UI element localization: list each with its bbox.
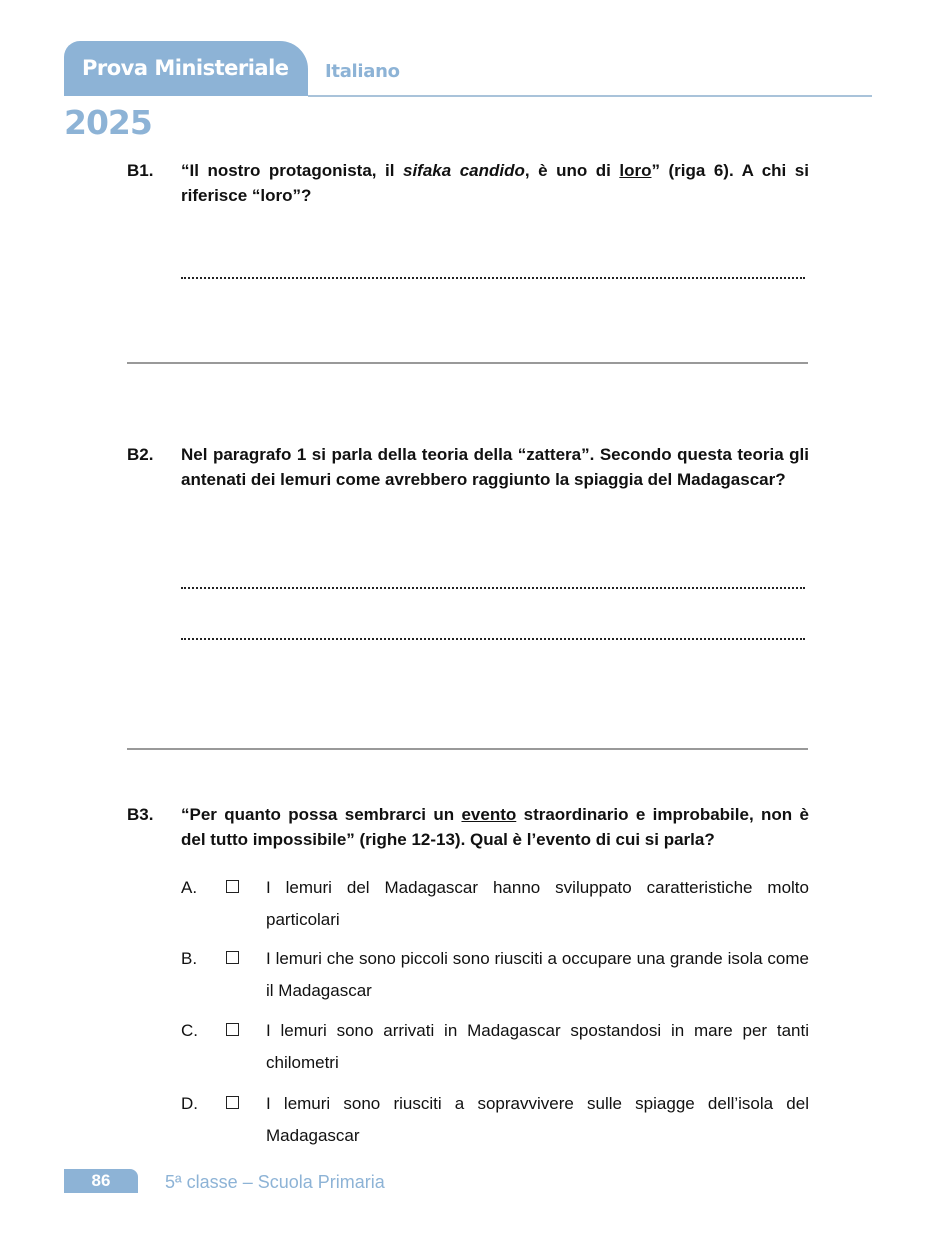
option-letter: C. [181,1021,198,1040]
option-text: I lemuri sono riusciti a sopravvivere sulle spiagge dell’isola del Madagascar [266,1094,809,1145]
question-text [181,442,809,492]
text-run: “Per quanto possa sembrarci un [181,805,462,824]
checkbox[interactable] [226,1096,239,1109]
option-letter: A. [181,878,198,897]
footer-class-label: 5ª classe – Scuola Primaria [165,1172,385,1192]
header-divider [308,95,872,97]
option-letter: B. [181,949,198,968]
option-b[interactable] [181,943,809,1007]
question-b2 [127,442,809,492]
option-d[interactable] [181,1088,809,1152]
option-a[interactable] [181,872,809,936]
option-letter: D. [181,1094,198,1113]
question-number: B3. [127,805,154,824]
option-c[interactable] [181,1015,809,1079]
question-text [181,158,809,208]
text-run: “Il nostro protagonista, il [181,161,403,180]
emphasis-text: sifaka candido [403,161,525,180]
option-text: I lemuri sono arrivati in Madagascar spostandosi in mare per tanti chilometri [266,1021,809,1072]
question-b3 [127,802,809,852]
header-year: 2025 [64,103,152,142]
checkbox[interactable] [226,951,239,964]
page-number: 86 [91,1171,111,1190]
checkbox[interactable] [226,880,239,893]
text-run: straordinario e improbabile, non è del tutto impossibile” (righe 12-13). Qual è l’evento di cui si parla? [181,805,809,849]
underlined-text: evento [461,805,517,824]
option-text: I lemuri del Madagascar hanno sviluppato caratteristiche molto particolari [266,878,809,929]
text-run: ” (riga 6). A chi si riferisce “loro”? [181,161,809,205]
header-subject: Italiano [325,61,400,82]
section-divider [127,362,808,364]
answer-line[interactable] [181,638,805,640]
underlined-text: loro [619,161,652,180]
header-title: Prova Ministeriale [82,56,289,80]
answer-line[interactable] [181,587,805,589]
answer-line[interactable] [181,277,805,279]
checkbox[interactable] [226,1023,239,1036]
text-run: , è uno di [524,161,620,180]
question-b1 [127,158,809,208]
question-number: B1. [127,161,154,180]
question-number: B2. [127,445,154,464]
section-divider [127,748,808,750]
option-text: I lemuri che sono piccoli sono riusciti a occupare una grande isola come il Madagascar [266,949,809,1000]
text-run: Nel paragrafo 1 si parla della teoria della “zattera”. Secondo questa teoria gli antenati dei lemuri come avrebbero raggiunto la spiaggia del Madagascar? [181,445,809,489]
question-text [181,802,809,852]
